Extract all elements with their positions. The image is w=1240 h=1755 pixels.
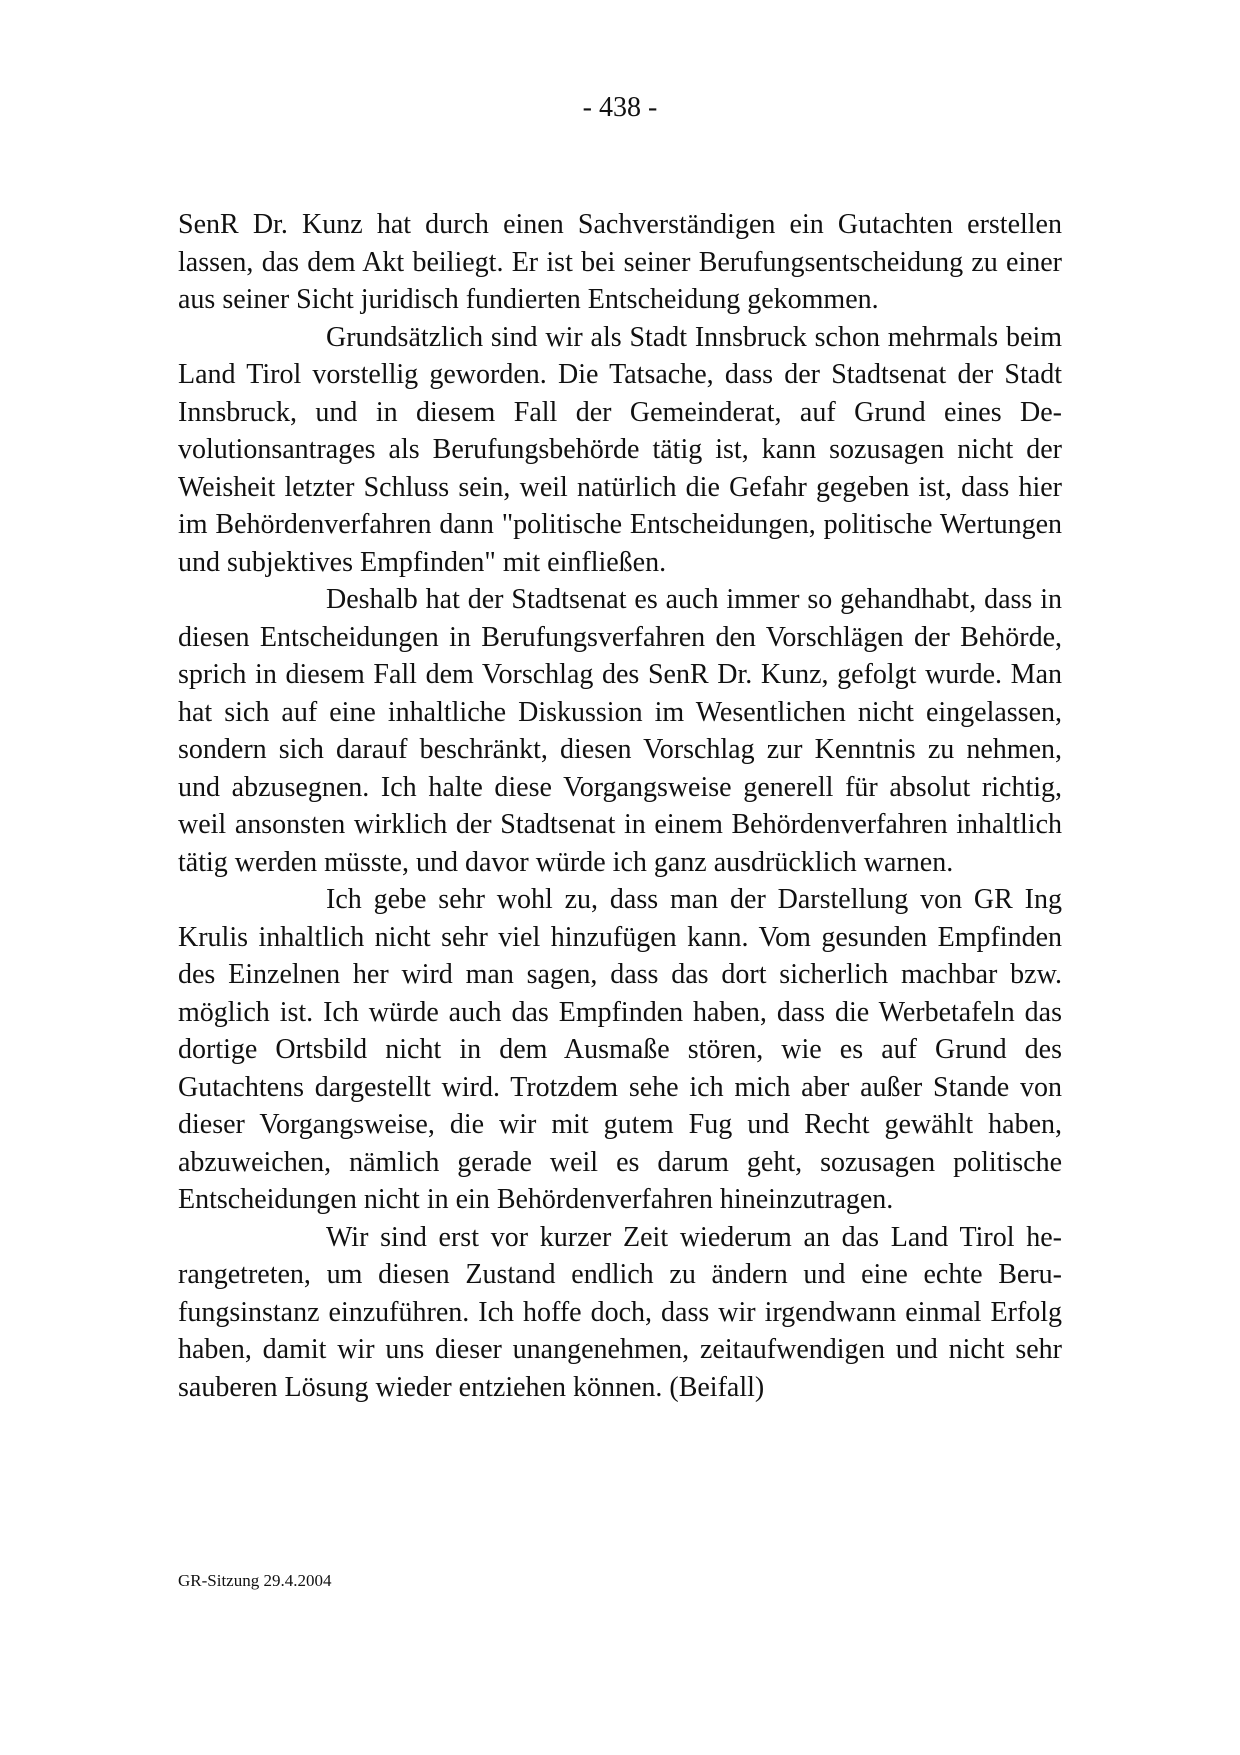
paragraph: Wir sind erst vor kurzer Zeit wiederum an das Land Tirol herangetreten, um diesen Zustand endlich zu ändern und eine echte Berufungsinstanz einzuführen. Ich hoffe doch, dass wir irgendwann einmal Erfolg haben, damit wir uns dieser unangenehmen, zeitaufwendigen und nicht sehr sauberen Lösung wieder entziehen können. (Beifall) [178,1221,1062,1403]
document-body [178,206,1062,1406]
paragraph: Deshalb hat der Stadtsenat es auch immer so gehandhabt, dass in diesen Entscheidungen in Berufungsverfahren den Vorschlägen der Behörde, sprich in diesem Fall dem Vorschlag des SenR Dr. Kunz, gefolgt wurde. Man hat sich auf eine inhaltliche Diskussion im Wesentlichen nicht eingelassen, sondern sich darauf beschränkt, diesen Vorschlag zur Kenntnis zu nehmen, und abzusegnen. Ich halte diese Vorgangsweise generell für absolut richtig, weil ansonsten wirklich der Stadtsenat in einem Behördenverfahren inhaltlich tätig werden müsste, und davor würde ich ganz ausdrücklich warnen. [178,584,1062,878]
paragraph: SenR Dr. Kunz hat durch einen Sachverständigen ein Gutachten erstellen lassen, das dem Akt beiliegt. Er ist bei seiner Berufungsentscheidung zu einer aus seiner Sicht juridisch fundierten Entscheidung gekommen. [178,209,1062,315]
page-number: - 438 - [582,92,658,123]
footer-session-label: GR-Sitzung 29.4.2004 [178,1571,332,1590]
paragraph: Ich gebe sehr wohl zu, dass man der Darstellung von GR Ing Krulis inhaltlich nicht sehr viel hinzufügen kann. Vom gesunden Empfinden des Einzelnen her wird man sagen, dass das dort sicherlich machbar bzw. möglich ist. Ich würde auch das Empfinden haben, dass die Werbetafeln das dortige Ortsbild nicht in dem Ausmaße stören, wie es auf Grund des Gutachtens dargestellt wird. Trotzdem sehe ich mich aber außer Stande von dieser Vorgangsweise, die wir mit gutem Fug und Recht gewählt haben, abzuweichen, nämlich gerade weil es darum geht, sozusagen politische Entscheidungen nicht in ein Behördenverfahren hineinzutragen. [178,884,1062,1215]
paragraph: Grundsätzlich sind wir als Stadt Innsbruck schon mehrmals beim Land Tirol vorstellig geworden. Die Tatsache, dass der Stadtsenat der Stadt Innsbruck, und in diesem Fall der Gemeinderat, auf Grund eines Devolutionsantrages als Berufungsbehörde tätig ist, kann sozusagen nicht der Weisheit letzter Schluss sein, weil natürlich die Gefahr gegeben ist, dass hier im Behördenverfahren dann "politische Entscheidungen, politische Wertungen und subjektives Empfinden" mit einfließen. [178,321,1062,578]
